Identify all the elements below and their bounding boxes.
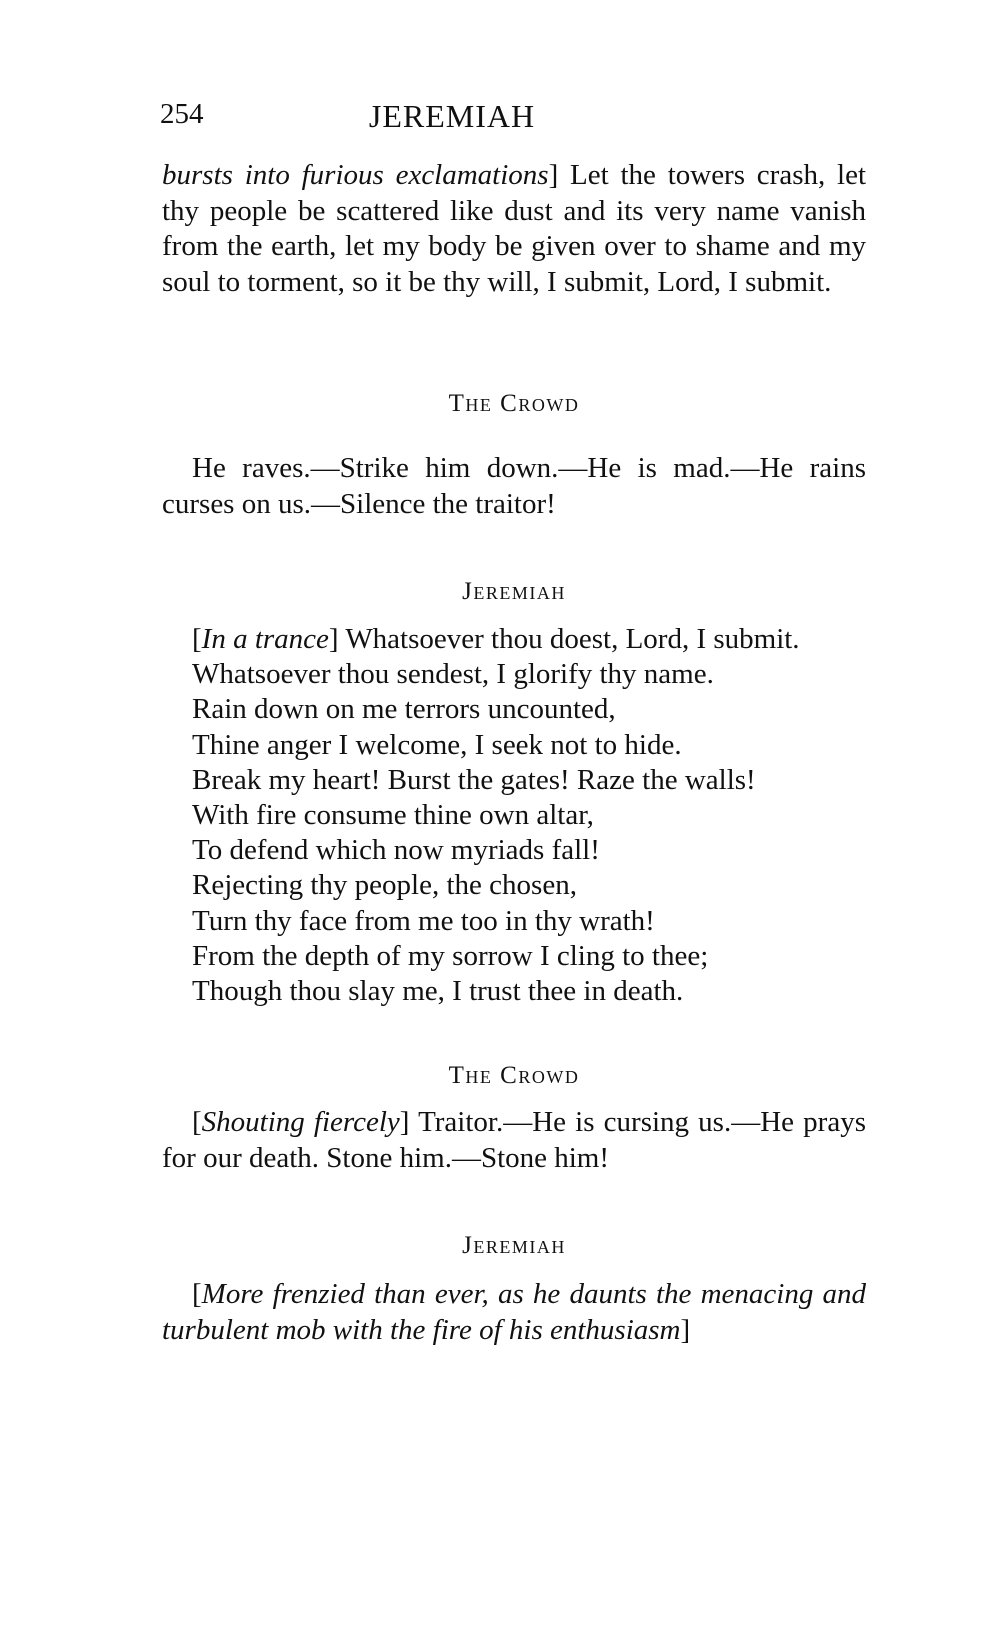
stage-direction: Shouting fiercely	[201, 1106, 400, 1138]
speaker-heading: The Crowd	[448, 390, 580, 417]
stage-direction: bursts into furious exclamations	[162, 159, 549, 191]
verse-line: Thine anger I welcome, I seek not to hide.	[192, 728, 682, 761]
verse-line: From the depth of my sorrow I cling to thee;	[192, 939, 709, 972]
verse-line: [In a trance] Whatsoever thou doest, Lord, I submit.	[192, 623, 800, 655]
paragraph-text: Let the towers crash, let thy people be scattered like dust and its very name vanish from the earth, let my body be given over to shame and my soul to torment, so it be thy will, I submit, Lord, I submit.	[162, 159, 866, 298]
paragraph-text: Traitor.—He is cursing us.—He prays for our death. Stone him.—Stone him!	[162, 1106, 866, 1174]
paragraph-1: bursts into furious exclamations] Let the towers crash, let thy people be scattered like dust and its very name vanish from the earth, let my body be given over to shame and my soul to torment, so it be thy will, I submit, Lord, I submit.	[162, 159, 866, 298]
paragraph-2: He raves.—Strike him down.—He is mad.—He rains curses on us.—Silence the traitor!	[162, 452, 866, 520]
verse-line: Though thou slay me, I trust thee in death.	[192, 975, 684, 1008]
speaker-heading: Jeremiah	[462, 578, 566, 605]
paragraph-3: [Shouting fiercely] Traitor.—He is cursing us.—He prays for our death. Stone him.—Stone him!	[162, 1106, 866, 1174]
speaker-heading: The Crowd	[448, 1062, 580, 1089]
verse-line: Break my heart! Burst the gates! Raze the walls!	[192, 763, 756, 796]
verse-line: Rain down on me terrors uncounted,	[192, 693, 616, 726]
verse-line: Rejecting thy people, the chosen,	[192, 869, 577, 902]
verse-line: To defend which now myriads fall!	[192, 834, 600, 867]
page-number: 254	[160, 98, 204, 130]
speaker-heading: Jeremiah	[462, 1232, 566, 1259]
verse-text: Whatsoever thou doest, Lord, I submit.	[345, 623, 800, 655]
running-head	[160, 98, 880, 138]
paragraph-4: [More frenzied than ever, as he daunts the menacing and turbulent mob with the fire of his enthusiasm]	[162, 1278, 866, 1346]
verse-line: Turn thy face from me too in thy wrath!	[192, 904, 655, 937]
verse-block	[192, 622, 800, 1009]
stage-direction: More frenzied than ever, as he daunts the menacing and turbulent mob with the fire of his enthusiasm	[162, 1278, 866, 1346]
verse-line: Whatsoever thou sendest, I glorify thy name.	[192, 658, 714, 691]
stage-direction: In a trance	[201, 623, 329, 655]
verse-line: With fire consume thine own altar,	[192, 799, 594, 832]
running-title: JEREMIAH	[368, 98, 536, 134]
